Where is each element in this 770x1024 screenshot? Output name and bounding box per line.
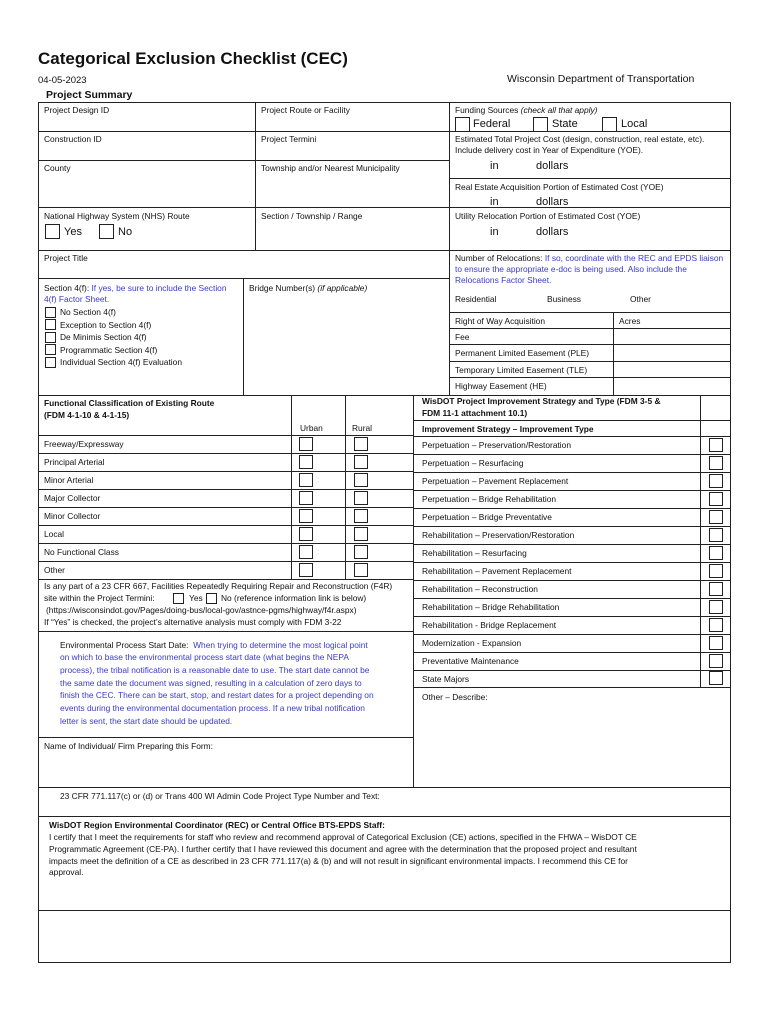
- urban-checkbox[interactable]: [299, 455, 313, 469]
- strategy-checkbox[interactable]: [709, 528, 723, 542]
- real-estate-portion-label: Real Estate Acquisition Portion of Estimated Cost (YOE): [455, 182, 664, 192]
- section-4f-option: No Section 4(f): [60, 307, 116, 317]
- strategy-row: Perpetuation – Bridge Rehabilitation: [422, 494, 557, 504]
- federal-label: Federal: [473, 118, 511, 130]
- row-acquisition-label: Right of Way Acquisition: [455, 316, 545, 326]
- functional-row: Other: [44, 565, 65, 575]
- rural-checkbox[interactable]: [354, 437, 368, 451]
- urban-checkbox[interactable]: [299, 563, 313, 577]
- tle-label: Temporary Limited Easement (TLE): [455, 365, 588, 375]
- other-label: Other: [630, 294, 651, 304]
- f4r-no-checkbox[interactable]: [206, 593, 217, 604]
- preparer-input[interactable]: [42, 753, 410, 785]
- utility-dollars-label: dollars: [536, 226, 569, 238]
- functional-heading-2: (FDM 4-1-10 & 4-1-15): [44, 410, 130, 420]
- env-process-box: [59, 636, 407, 734]
- bridge-numbers-label: Bridge Number(s) (if applicable): [249, 283, 368, 293]
- project-termini-input[interactable]: [259, 145, 445, 159]
- strategy-row: Rehabilitation – Bridge Rehabilitation: [422, 602, 560, 612]
- section-4f-label: Section 4(f): If yes, be sure to include the Section 4(f) Factor Sheet.: [44, 283, 227, 304]
- project-route-input[interactable]: [259, 116, 445, 130]
- env-process-line: the same date the document was signed, resulting in a calculation of zero days to: [60, 678, 362, 688]
- strategy-row: Rehabilitation - Bridge Replacement: [422, 620, 557, 630]
- f4r-link[interactable]: (https://wisconsindot.gov/Pages/doing-bus/local-gov/astnce-pgms/highway/f4r.aspx): [46, 605, 357, 615]
- local-label: Local: [621, 118, 648, 130]
- functional-row: Major Collector: [44, 493, 101, 503]
- f4r-line-4: If “Yes” is checked, the project’s alternative analysis must comply with FDM 3-22: [44, 617, 342, 627]
- fee-acres-input[interactable]: [616, 330, 728, 343]
- strategy-row: Other – Describe:: [422, 692, 488, 702]
- section-township-range-input[interactable]: [259, 223, 445, 248]
- cfr-label: 23 CFR 771.117(c) or (d) or Trans 400 WI Admin Code Project Type Number and Text:: [60, 791, 380, 801]
- strategy-checkbox[interactable]: [709, 671, 723, 685]
- functional-row: No Functional Class: [44, 547, 119, 557]
- certification-line: approval.: [49, 867, 84, 877]
- strategy-checkbox[interactable]: [709, 654, 723, 668]
- rural-label: Rural: [352, 423, 373, 433]
- local-checkbox[interactable]: [602, 117, 617, 132]
- ple-acres-input[interactable]: [616, 346, 728, 359]
- strategy-row: Rehabilitation – Resurfacing: [422, 548, 527, 558]
- tle-acres-input[interactable]: [616, 363, 728, 376]
- urban-label: Urban: [300, 423, 323, 433]
- strategy-row: Perpetuation – Pavement Replacement: [422, 476, 569, 486]
- strategy-checkbox[interactable]: [709, 582, 723, 596]
- strategy-other-input[interactable]: [418, 704, 728, 786]
- construction-id-label: Construction ID: [44, 134, 102, 144]
- env-process-line: events during the environmental documentation process. If a new tribal notification: [60, 703, 365, 713]
- f4r-line-1: Is any part of a 23 CFR 667, Facilities Repeatedly Requiring Repair and Reconstruction (F4R): [44, 581, 393, 591]
- strategy-row: Perpetuation – Preservation/Restoration: [422, 440, 571, 450]
- section-4f-option: Exception to Section 4(f): [60, 320, 152, 330]
- project-design-id-label: Project Design ID: [44, 105, 110, 115]
- urban-checkbox[interactable]: [299, 527, 313, 541]
- strategy-row: State Majors: [422, 674, 470, 684]
- cost-dollars-label: dollars: [536, 160, 569, 172]
- strategy-checkbox[interactable]: [709, 438, 723, 452]
- cfr-input[interactable]: [42, 803, 727, 815]
- functional-row: Minor Collector: [44, 511, 101, 521]
- township-input[interactable]: [259, 175, 445, 205]
- township-label: Township and/or Nearest Municipality: [261, 163, 400, 173]
- urban-checkbox[interactable]: [299, 545, 313, 559]
- real-estate-dollars-label: dollars: [536, 196, 569, 208]
- env-process-line: finish the CEC. There can be start, stop, and restart dates for a project depending on: [60, 690, 374, 700]
- strategy-row: Rehabilitation – Reconstruction: [422, 584, 538, 594]
- nhs-route-label: National Highway System (NHS) Route: [44, 211, 190, 221]
- he-label: Highway Easement (HE): [455, 381, 547, 391]
- certification-heading: WisDOT Region Environmental Coordinator (REC) or Central Office BTS-EPDS Staff:: [49, 820, 385, 830]
- section-township-range-label: Section / Township / Range: [261, 211, 363, 221]
- section-4f-option-checkbox[interactable]: [45, 319, 56, 330]
- rural-checkbox[interactable]: [354, 455, 368, 469]
- strategy-heading-2: FDM 11-1 attachment 10.1): [422, 408, 528, 418]
- nhs-no-checkbox[interactable]: [99, 224, 114, 239]
- env-process-line: process), the tribal notification is a reasonable date to use. The start date cannot be: [60, 665, 370, 675]
- project-title-input[interactable]: [42, 264, 446, 277]
- strategy-checkbox[interactable]: [709, 618, 723, 632]
- ple-label: Permanent Limited Easement (PLE): [455, 348, 590, 358]
- project-route-label: Project Route or Facility: [261, 105, 350, 115]
- urban-checkbox[interactable]: [299, 473, 313, 487]
- urban-checkbox[interactable]: [299, 509, 313, 523]
- relocations-label: Number of Relocations: If so, coordinate with the REC and EPDS liaison to ensure the appropriate e-doc is being used. Also include the Relocations Factor Sheet.: [455, 253, 724, 285]
- utility-relocation-label: Utility Relocation Portion of Estimated Cost (YOE): [455, 211, 641, 221]
- strategy-row: Rehabilitation – Preservation/Restoration: [422, 530, 575, 540]
- rural-checkbox[interactable]: [354, 545, 368, 559]
- f4r-yes-checkbox[interactable]: [173, 593, 184, 604]
- env-process-line: Environmental Process Start Date: When trying to determine the most logical point: [60, 640, 368, 650]
- functional-row: Local: [44, 529, 65, 539]
- section-title: Project Summary: [46, 89, 133, 101]
- f4r-line-2a: site within the Project Termini:: [44, 593, 155, 603]
- form-date: 04-05-2023: [38, 75, 87, 86]
- env-process-line: on which to base the environmental process start date (what begins the NEPA: [60, 652, 349, 662]
- section-4f-option-checkbox[interactable]: [45, 344, 56, 355]
- strategy-checkbox[interactable]: [709, 546, 723, 560]
- utility-in-label: in: [490, 226, 499, 238]
- project-termini-label: Project Termini: [261, 134, 317, 144]
- federal-checkbox[interactable]: [455, 117, 470, 132]
- real-estate-in-label: in: [490, 196, 499, 208]
- section-4f-option: Programmatic Section 4(f): [60, 345, 158, 355]
- construction-id-input[interactable]: [42, 145, 252, 159]
- strategy-checkbox[interactable]: [709, 636, 723, 650]
- strategy-row: Perpetuation – Bridge Preventative: [422, 512, 552, 522]
- urban-checkbox[interactable]: [299, 491, 313, 505]
- strategy-row: Perpetuation – Resurfacing: [422, 458, 524, 468]
- rural-checkbox[interactable]: [354, 491, 368, 505]
- section-4f-option-checkbox[interactable]: [45, 357, 56, 368]
- page-title: Categorical Exclusion Checklist (CEC): [38, 49, 348, 68]
- certification-signature-area[interactable]: [42, 914, 727, 960]
- bridge-numbers-input[interactable]: [247, 296, 445, 391]
- nhs-no-label: No: [118, 226, 133, 238]
- rural-checkbox[interactable]: [354, 509, 368, 523]
- state-checkbox[interactable]: [533, 117, 548, 132]
- nhs-yes-checkbox[interactable]: [45, 224, 60, 239]
- estimated-total-cost-label: Estimated Total Project Cost (design, construction, real estate, etc). Include delivery cost in Year of Expenditure (YOE).: [455, 134, 705, 155]
- nhs-yes-label: Yes: [64, 226, 82, 238]
- strategy-checkbox[interactable]: [709, 510, 723, 524]
- county-label: County: [44, 163, 71, 173]
- business-label: Business: [547, 294, 581, 304]
- functional-row: Principal Arterial: [44, 457, 105, 467]
- funding-sources-label: Funding Sources (check all that apply): [455, 105, 598, 115]
- state-label: State: [552, 118, 578, 130]
- section-4f-option-checkbox[interactable]: [45, 307, 56, 318]
- rural-checkbox[interactable]: [354, 563, 368, 577]
- department-name: Wisconsin Department of Transportation: [507, 73, 695, 85]
- rural-checkbox[interactable]: [354, 527, 368, 541]
- strategy-row: Preventative Maintenance: [422, 656, 519, 666]
- f4r-no-label: No (reference information link is below): [221, 593, 367, 603]
- strategy-row: Rehabilitation – Pavement Replacement: [422, 566, 572, 576]
- section-4f-option: De Minimis Section 4(f): [60, 332, 147, 342]
- preparer-label: Name of Individual/ Firm Preparing this Form:: [44, 741, 213, 751]
- certification-line: Programmatic Agreement (CE-PA). I further certify that I have reviewed this document and agree with the determination that the proposed project and resultant: [49, 844, 637, 854]
- strategy-checkbox[interactable]: [709, 492, 723, 506]
- functional-heading-1: Functional Classification of Existing Route: [44, 398, 215, 408]
- strategy-row: Modernization - Expansion: [422, 638, 522, 648]
- fee-label: Fee: [455, 332, 470, 342]
- strategy-checkbox[interactable]: [709, 474, 723, 488]
- certification-line: I certify that I meet the requirements for staff who review and recommend approval of Categorical Exclusion (CE) actions, specified in the FHWA – WisDOT CE: [49, 832, 637, 842]
- residential-label: Residential: [455, 294, 497, 304]
- functional-row: Minor Arterial: [44, 475, 94, 485]
- strategy-subheading: Improvement Strategy – Improvement Type: [422, 424, 594, 434]
- section-4f-option-checkbox[interactable]: [45, 332, 56, 343]
- project-design-id-input[interactable]: [42, 116, 252, 130]
- acres-label: Acres: [619, 316, 641, 326]
- strategy-heading-1: WisDOT Project Improvement Strategy and Type (FDM 3-5 &: [422, 396, 661, 406]
- strategy-checkbox[interactable]: [709, 564, 723, 578]
- strategy-checkbox[interactable]: [709, 600, 723, 614]
- urban-checkbox[interactable]: [299, 437, 313, 451]
- cost-in-label: in: [490, 160, 499, 172]
- f4r-yes-label: Yes: [189, 593, 203, 603]
- env-process-line: letter is sent, the start date should be updated.: [60, 716, 233, 726]
- he-acres-input[interactable]: [616, 379, 728, 392]
- functional-row: Freeway/Expressway: [44, 439, 124, 449]
- strategy-checkbox[interactable]: [709, 456, 723, 470]
- project-title-label: Project Title: [44, 253, 88, 263]
- certification-line: impacts meet the definition of a CE as described in 23 CFR 771.117(a) & (b) and will not result in significant environmental impacts. I recommend this CE for: [49, 856, 628, 866]
- county-input[interactable]: [42, 175, 252, 205]
- rural-checkbox[interactable]: [354, 473, 368, 487]
- section-4f-option: Individual Section 4(f) Evaluation: [60, 357, 182, 367]
